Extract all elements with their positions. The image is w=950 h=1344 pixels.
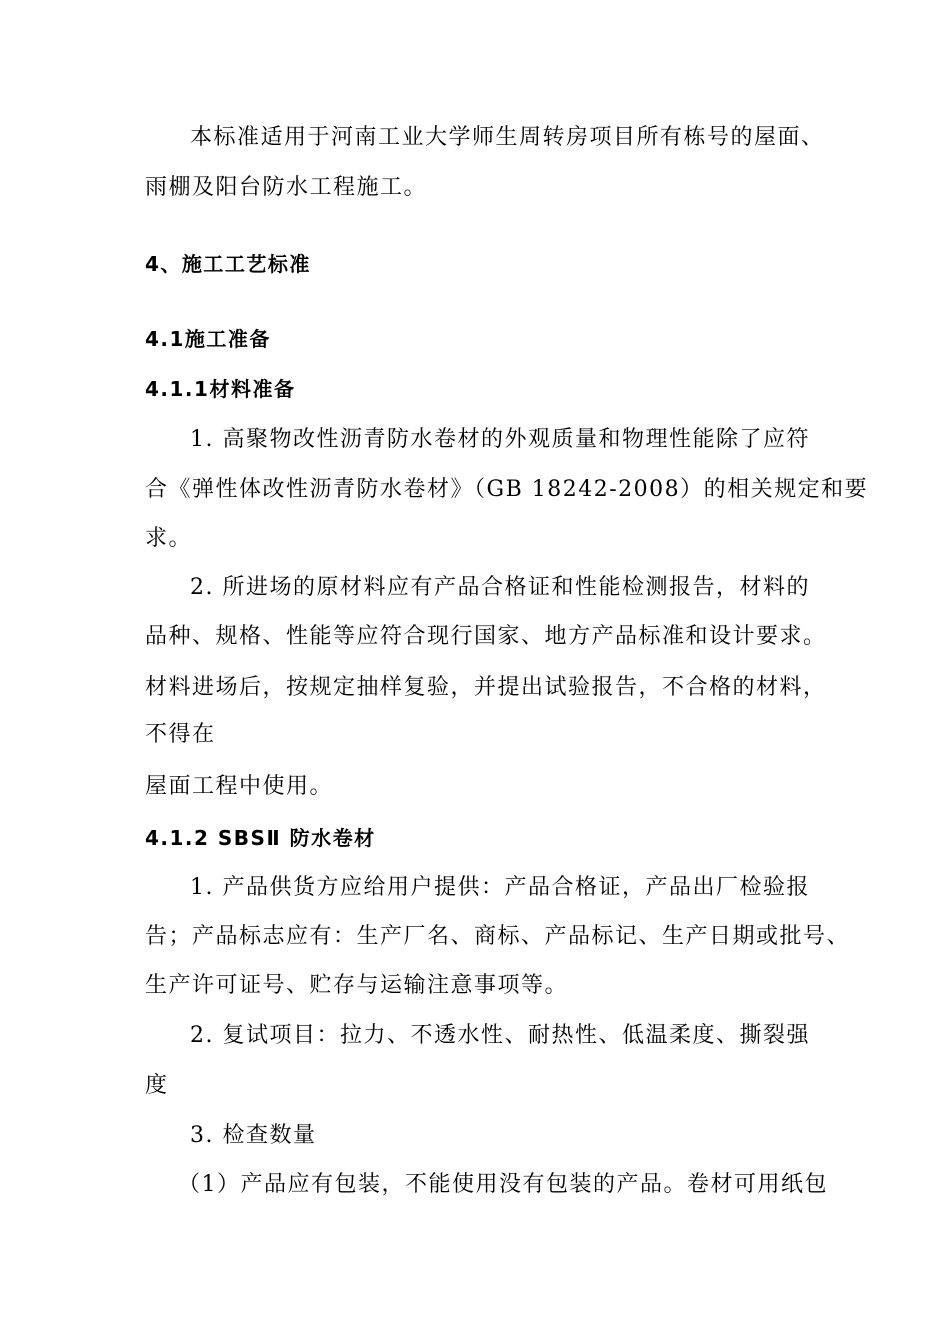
body-text-line: 2. 复试项目：拉力、不透水性、耐热性、低温柔度、撕裂强 (190, 1023, 810, 1048)
body-text-line: 本标准适用于河南工业大学师生周转房项目所有栋号的屋面、 (190, 125, 825, 150)
body-text-line: 1. 产品供货方应给用户提供：产品合格证，产品出厂检验报 (190, 875, 810, 900)
body-text-line: 不得在 (145, 722, 216, 747)
subsection-heading: 4.1.1材料准备 (145, 377, 296, 401)
body-text-line: 生产许可证号、贮存与运输注意事项等。 (145, 973, 569, 998)
body-text-line: 屋面工程中使用。 (145, 774, 334, 799)
section-heading: 4、施工工艺标准 (145, 252, 311, 276)
body-text-line: 度 (145, 1073, 169, 1098)
body-text-line: 3. 检查数量 (190, 1123, 317, 1148)
body-text-line: 求。 (145, 526, 193, 551)
body-text-line: 合《弹性体改性沥青防水卷材》（GB 18242-2008）的相关规定和要 (145, 477, 869, 502)
body-text-line: 告；产品标志应有：生产厂名、商标、产品标记、生产日期或批号、 (145, 924, 851, 949)
body-text-line: 2. 所进场的原材料应有产品合格证和性能检测报告，材料的 (190, 575, 810, 600)
subsection-heading: 4.1.2 SBSⅡ 防水卷材 (145, 826, 376, 850)
body-text-line: （1）产品应有包装，不能使用没有包装的产品。卷材可用纸包 (178, 1172, 828, 1197)
body-text-line: 材料进场后，按规定抽样复验，并提出试验报告，不合格的材料， (145, 675, 827, 700)
body-text-line: 品种、规格、性能等应符合现行国家、地方产品标准和设计要求。 (145, 624, 827, 649)
body-text-line: 1. 高聚物改性沥青防水卷材的外观质量和物理性能除了应符 (190, 427, 810, 452)
body-text-line: 雨棚及阳台防水工程施工。 (145, 175, 428, 200)
subsection-heading: 4.1施工准备 (145, 327, 271, 351)
